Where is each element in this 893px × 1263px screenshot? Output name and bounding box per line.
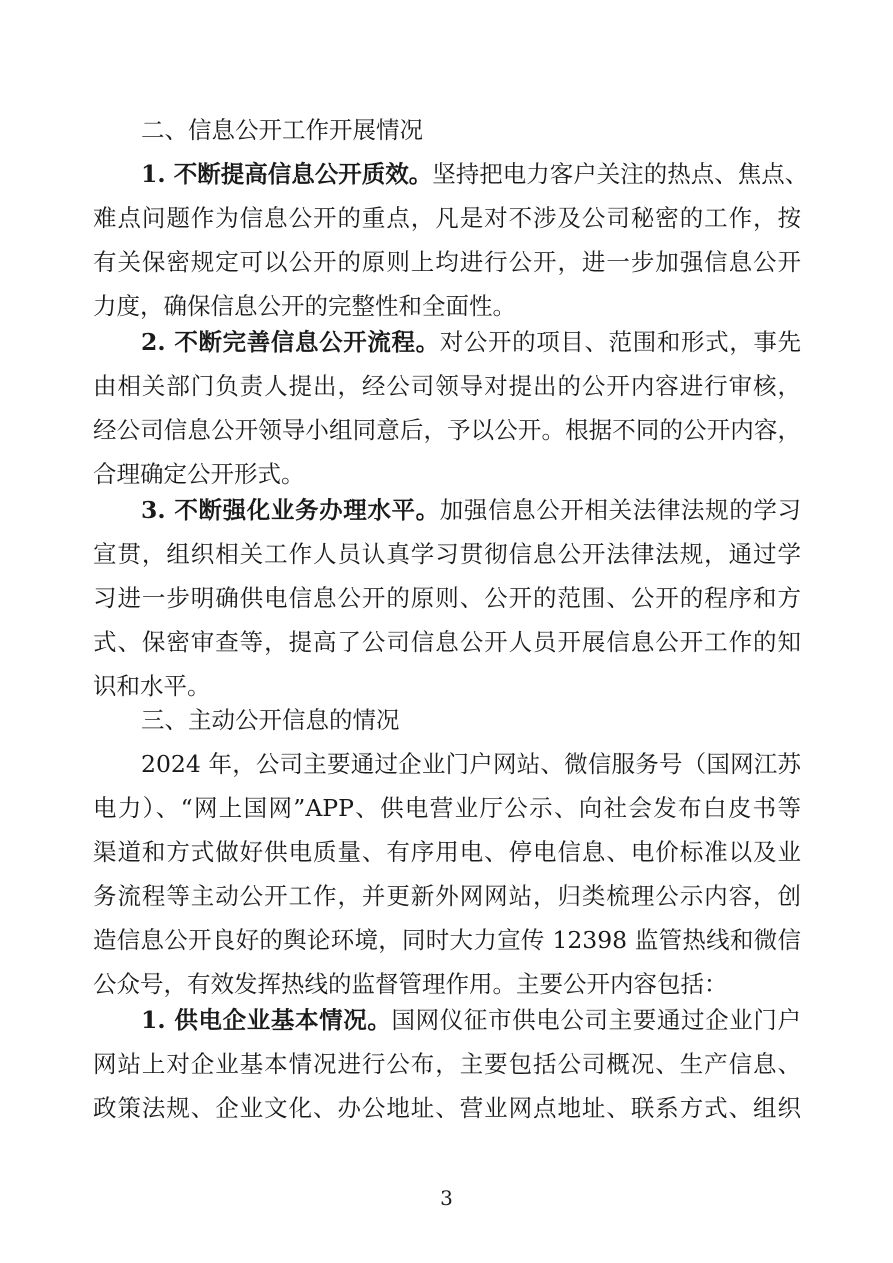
item-title: 3. 不断强化业务办理水平。 [141, 496, 440, 524]
paragraph-line: 政策法规、企业文化、办公地址、营业网点地址、联系方式、组织 [93, 1094, 801, 1122]
paragraph-line: 由相关部门负责人提出，经公司领导对提出的公开内容进行审核， [93, 372, 801, 400]
paragraph-line: 经公司信息公开领导小组同意后，予以公开。根据不同的公开内容， [93, 416, 801, 444]
paragraph-line: 宣贯，组织相关工作人员认真学习贯彻信息公开法律法规，通过学 [93, 540, 801, 568]
paragraph-line: 力度，确保信息公开的完整性和全面性。 [93, 292, 516, 320]
paragraph-line: 网站上对企业基本情况进行公布，主要包括公司概况、生产信息、 [93, 1050, 801, 1078]
section-heading-2: 二、信息公开工作开展情况 [141, 116, 423, 144]
paragraph-line: 2. 不断完善信息公开流程。对公开的项目、范围和形式，事先 [141, 328, 802, 356]
paragraph-line: 1. 不断提高信息公开质效。坚持把电力客户关注的热点、焦点、 [141, 160, 809, 188]
paragraph-line: 合理确定公开形式。 [93, 460, 305, 488]
paragraph-line: 渠道和方式做好供电质量、有序用电、停电信息、电价标准以及业 [93, 838, 801, 866]
paragraph-line: 式、保密审查等，提高了公司信息公开人员开展信息公开工作的知 [93, 628, 801, 656]
paragraph-line: 识和水平。 [93, 672, 211, 700]
paragraph-line: 难点问题作为信息公开的重点，凡是对不涉及公司秘密的工作，按 [93, 204, 801, 232]
item-title: 2. 不断完善信息公开流程。 [141, 328, 440, 356]
section-heading-3: 三、主动公开信息的情况 [141, 706, 400, 734]
paragraph-line: 有关保密规定可以公开的原则上均进行公开，进一步加强信息公开 [93, 248, 801, 276]
paragraph-line: 电力）、“网上国网”APP、供电营业厅公示、向社会发布白皮书等 [93, 794, 801, 822]
paragraph-line: 公众号，有效发挥热线的监督管理作用。主要公开内容包括： [93, 970, 728, 998]
item-title: 1. 供电企业基本情况。 [141, 1006, 392, 1034]
item-title: 1. 不断提高信息公开质效。 [141, 160, 433, 188]
paragraph-line: 习进一步明确供电信息公开的原则、公开的范围、公开的程序和方 [93, 584, 801, 612]
paragraph-line: 2024 年，公司主要通过企业门户网站、微信服务号（国网江苏 [141, 750, 801, 778]
paragraph-line: 3. 不断强化业务办理水平。加强信息公开相关法律法规的学习 [141, 496, 802, 524]
paragraph-line: 1. 供电企业基本情况。国网仪征市供电公司主要通过企业门户 [141, 1006, 802, 1034]
paragraph-line: 务流程等主动公开工作，并更新外网网站，归类梳理公示内容，创 [93, 882, 801, 910]
page-number: 3 [440, 1186, 453, 1210]
paragraph-line: 造信息公开良好的舆论环境，同时大力宣传 12398 监管热线和微信 [93, 926, 801, 954]
